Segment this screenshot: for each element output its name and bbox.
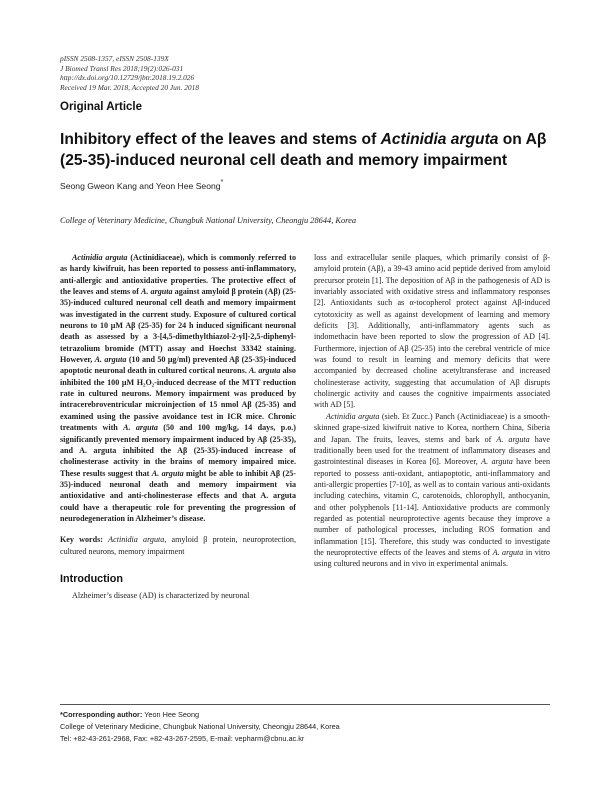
abstract-segment: (10 and 50 μg/ml) prevented Aβ (25-35)-induced apoptotic neuronal death in cultured cortical neurons.	[60, 355, 296, 376]
paragraph-segment: (sieb. Et Zucc.) Panch (Actinidiaceae) is a smooth-skinned grape-sized kiwifruit native to Korea, northern China, Siberia and Japan. The fruits, leaves, stems and bark of	[314, 411, 550, 444]
left-column	[60, 252, 296, 602]
footnote-divider	[60, 704, 550, 705]
species-name: A. arguta	[492, 547, 524, 557]
journal-citation: J Biomed Transl Res 2018;19(2):026-031	[60, 63, 184, 73]
species-name: A. arguta	[248, 366, 281, 376]
introduction-paragraph-1: loss and extracellular senile plaques, which primarily consist of β-amyloid protein (Aβ), a 39-43 amino acid peptide derived from amyloid precursor protein [1]. The deposition of Aβ in the pathogenesis of AD is invariably associated with oxidative stress and inflammatory responses [2]. Antioxidants such as α-tocopherol protect against Aβ-induced cytotoxicity as well as against development of learning and memory deficits [3]. Additionally, anti-inflammatory agents such as indomethacin have been reported to slow the progression of AD [4]. Furthermore, injection of Aβ (25-35) into the cerebral ventricle of mice was found to result in learning and memory deficits that were accompanied by decreased choline acetyltransferase and increased cholinesterase activity, suggesting that accumulation of Aβ disrupts cholinergic activity and causes the cognitive impairments associated with AD [5].	[314, 253, 550, 410]
introduction-text-start: Alzheimer’s disease (AD) is characterized by neuronal	[72, 591, 250, 601]
footnote-name: Yeon Hee Seong	[142, 710, 200, 719]
paragraph-segment: have been reported to possess anti-oxidant, antiapoptotic, anti-inflammatory and anti-allergic properties [7-10], as well as to contain various anti-oxidants including catechins, vitamin C, carotenoids, chlorophyll, anthocyanin, and other polyphenols [11-14]. Antioxidative products are commonly regarded as potential neuroprotective agents because they improve a number of pathological processes, including ROS formation and inflammation [15]. Therefore, this study was conducted to investigate the neuroprotective effects of the leaves and stems of	[314, 457, 550, 557]
keywords	[60, 534, 296, 557]
footnote-label: *Corresponding author:	[60, 710, 143, 719]
species-name: A. arguta	[496, 434, 530, 444]
footnote-contact[interactable]: Tel: +82-43-261-2968, Fax: +82-43-267-2595, E-mail: vepharm@cbnu.ac.kr	[60, 734, 305, 743]
author-names: Seong Gweon Kang and Yeon Hee Seong	[60, 180, 221, 191]
abstract-segment: (50 and 100 mg/kg, 14 days, p.o.) significantly prevented memory impairment induced by Aβ (25-35), and A. arguta inhibited the Aβ (25-35)-induced increase of cholinesterase activity in the brains of memory impaired mice. These results suggest that	[60, 423, 296, 478]
title-species: Actinidia arguta	[380, 131, 499, 148]
species-name: A. arguta	[123, 423, 158, 433]
species-name: Actinidia arguta	[72, 253, 128, 262]
title-part-2: on Aβ (25-35)-induced neuronal cell death and memory impairment	[60, 131, 547, 169]
keyword-species: Actinidia arguta	[108, 535, 165, 545]
abstract-text	[60, 252, 296, 524]
issn-line: pISSN 2508-1357, eISSN 2508-139X	[60, 54, 169, 63]
footnote-author-line	[60, 709, 340, 721]
abstract-segment: also inhibited the 100 μM H₂O₂-induced decrease of the MTT reduction rate in cultured neurons. Memory impairment was produced by intracerebroventricular microinjection of 15 nmol Aβ (25-35) and examined using the passive avoidance test in ICR mice. Chronic treatments with	[60, 366, 296, 433]
article-title	[60, 129, 560, 171]
affiliation: College of Veterinary Medicine, Chungbuk National University, Cheongju 28644, Korea	[60, 216, 357, 225]
article-type: Original Article	[60, 101, 143, 113]
corresponding-author-footnote	[60, 709, 340, 745]
keywords-label: Key words:	[60, 535, 103, 545]
paragraph-segment: in vitro using cultured neurons and in vivo in experimental animals.	[314, 547, 550, 569]
author-list	[60, 180, 223, 191]
keywords-rest: , amyloid β protein, neuroprotection, cultured neurons, memory impairment	[60, 535, 296, 556]
received-accepted-dates: Received 19 Mar. 2018, Accepted 20 Jun. 2018	[60, 82, 200, 92]
species-name: A. arguta	[481, 457, 513, 467]
journal-meta	[60, 54, 199, 92]
species-name: A. arguta	[151, 468, 184, 478]
footnote-address: College of Veterinary Medicine, Chungbuk National University, Cheongju 28644, Korea	[60, 722, 340, 731]
species-name: A. arguta	[94, 355, 127, 365]
right-column	[314, 252, 550, 570]
abstract-segment: against amyloid β protein (Aβ) (25-35)-induced cultured neuronal cell death and memory impairment was investigated in the current study. Exposure of cultured cortical neurons to 10 μM Aβ (25-35) for 24 h induced significant neuronal death as assessed by a 3-[4,5-dimethylthiazol-2-yl]-2,5-diphenyl-tetrazolium bromide (MTT) assay and Hoechst 33342 staining. However,	[60, 287, 296, 365]
corresponding-author-mark: *	[220, 179, 224, 186]
abstract-segment: might be able to inhibit Aβ (25-35)-induced neuronal death and memory impairment via antioxidative and anti-cholinesterase effects and that A. arguta could have a therapeutic role for preventing the progression of neurodegeneration in Alzheimer’s disease.	[60, 468, 296, 523]
paragraph-segment: have traditionally been used for the treatment of inflammatory diseases and gastrointestinal diseases in Korea [6]. Moreover,	[314, 434, 550, 467]
abstract	[60, 252, 296, 524]
doi-link[interactable]: http://dx.doi.org/10.12729/jbtr.2018.19.2.026	[60, 73, 195, 83]
species-name: Actinidia arguta	[326, 411, 380, 421]
introduction-heading: Introduction	[60, 572, 123, 585]
introduction-paragraph-2	[314, 411, 550, 570]
species-name: A. arguta	[141, 287, 173, 297]
title-part-1: Inhibitory effect of the leaves and stems of	[60, 131, 381, 148]
abstract-segment: (Actinidiaceae), which is commonly referred to as hardy kiwifruit, has been reported to possess anti-inflammatory, anti-allergic and antioxidative properties. The protective effect of the leaves and stems of	[60, 253, 297, 297]
